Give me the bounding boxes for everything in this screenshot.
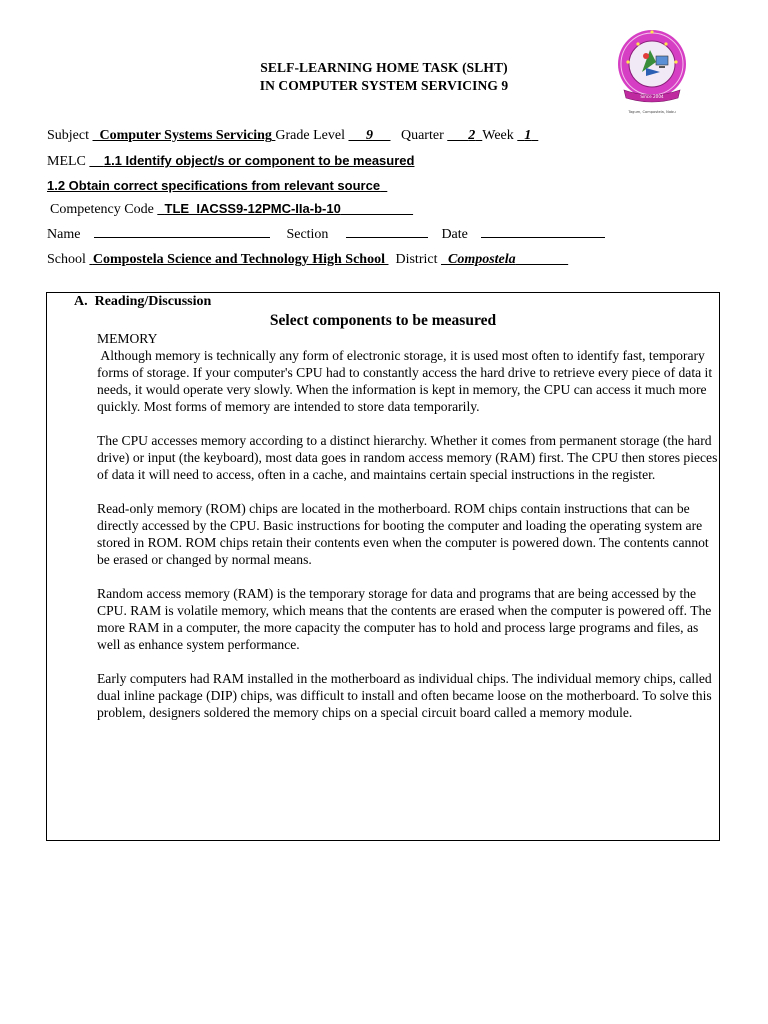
date-label: Date <box>441 227 468 242</box>
reading-section <box>46 292 720 841</box>
section-label: Section <box>286 227 329 242</box>
melc-row-2 <box>47 178 387 195</box>
school-label: School <box>47 252 86 267</box>
document-title-line2: IN COMPUTER SYSTEM SERVICING 9 <box>259 78 509 93</box>
date-field[interactable] <box>481 236 605 238</box>
quarter-label: Quarter <box>400 128 444 143</box>
paragraph: The CPU accesses memory according to a distinct hierarchy. Whether it comes from permanent storage (the hard drive) or input (the keyboard), most data goes in random access memory (RAM) first. The CPU then stores pieces of data it will need to access, often in a cache, and maintains certain special instructions in the register. <box>97 433 718 482</box>
week-value: 1 <box>524 128 532 143</box>
logo-bottom-text: Tagum, Compostela, Nabu <box>628 110 676 114</box>
melc-row <box>47 153 414 170</box>
section-label-a: A. Reading/Discussion <box>74 294 212 309</box>
section-field[interactable] <box>346 236 428 238</box>
competency-value: TLE_IACSS9-12PMC-IIa-b-10 <box>164 201 341 216</box>
paragraph: Although memory is technically any form of electronic storage, it is used most often to identify fast, temporary forms of storage. If your computer's CPU had to constantly access the hard drive to retrieve every piece of data it needs, it would operate very slowly. When the information is kept in memory, the CPU can access it much more quickly. Most forms of memory are intended to store data temporarily. <box>97 348 716 414</box>
memory-heading: MEMORY <box>97 331 158 346</box>
competency-label: Competency Code <box>50 202 154 217</box>
name-field[interactable] <box>94 236 270 238</box>
section-title: Select components to be measured <box>269 312 497 329</box>
subject-label: Subject <box>47 128 89 143</box>
melc-label: MELC <box>47 154 86 169</box>
grade-label: Grade Level <box>275 128 345 143</box>
subject-value: Computer Systems Servicing <box>99 128 272 143</box>
paragraph: Random access memory (RAM) is the temporary storage for data and programs that are being accessed by the CPU. RAM is volatile memory, which means that the contents are erased when the computer is powered off. The more RAM in a computer, the more capacity the computer has to hold and process large programs and files, as well as enhance system performance. <box>97 586 712 652</box>
paragraph: Read-only memory (ROM) chips are located in the motherboard. ROM chips contain instructions that can be directly accessed by the CPU. Basic instructions for booting the computer and loading the operating system are stored in ROM. ROM chips retain their contents even when the computer is powered down. The contents cannot be erased or changed by normal means. <box>97 501 709 567</box>
school-value: Compostela Science and Technology High School <box>92 252 385 267</box>
subject-row <box>47 128 538 144</box>
district-label: District <box>395 252 438 267</box>
grade-value: 9 <box>365 128 373 143</box>
competency-row <box>50 201 413 218</box>
district-value: Compostela <box>447 252 516 267</box>
school-row <box>47 252 568 268</box>
school-logo <box>616 22 688 118</box>
paragraph: Early computers had RAM installed in the motherboard as individual chips. The individual memory chips, called dual inline package (DIP) chips, was difficult to install and often became loose on the motherboard. To solve this problem, designers soldered the memory chips on a special circuit board called a memory module. <box>97 671 712 720</box>
melc-value-2: 1.2 Obtain correct specifications from relevant source <box>47 178 381 193</box>
melc-value: 1.1 Identify object/s or component to be measured <box>103 153 415 168</box>
logo-ribbon-text: Since 2004 <box>640 94 664 99</box>
logo-ring-text: COMPOSTELA SCIENCE AND TECHNOLOGY HIGH SCHOOL <box>624 27 681 31</box>
week-label: Week <box>482 128 514 143</box>
name-label: Name <box>47 227 81 242</box>
document-title-line1: SELF-LEARNING HOME TASK (SLHT) <box>260 60 508 75</box>
quarter-value: 2 <box>468 128 476 143</box>
reading-content <box>97 330 719 738</box>
name-row <box>47 227 605 243</box>
